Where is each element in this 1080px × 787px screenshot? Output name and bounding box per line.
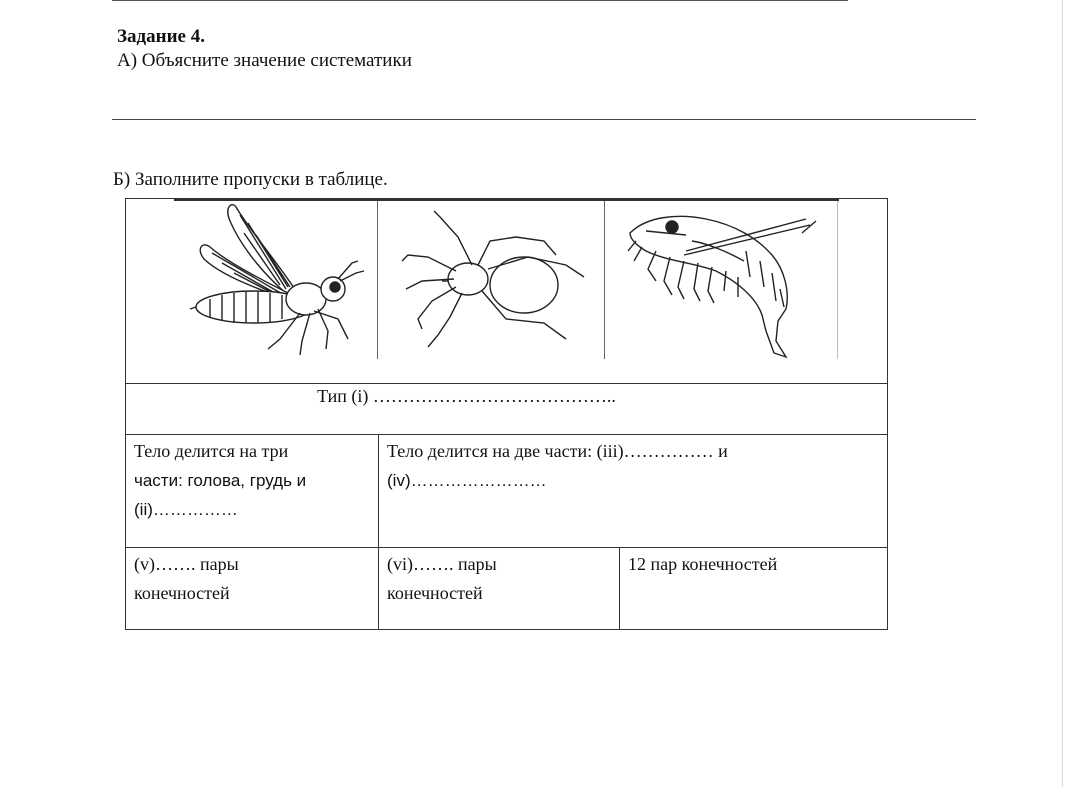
insects-body-blank: (ii)…………… [134,500,238,519]
type-row [126,384,888,435]
question-b: Б) Заполните пропуски в таблице. [113,169,388,190]
arachnids-body-line1: Тело делится на две части: (iii)…………… и [387,441,728,461]
question-a: А) Объясните значение систематики [117,50,412,71]
spider-icon [398,207,594,359]
insects-limbs-cell [126,548,379,630]
type-blank: Тип (i) ………………………………….. [317,386,616,406]
insects-body-line2: части: голова, грудь и [134,471,307,490]
arachnids-body-blank: (iv)…………………… [387,471,547,490]
task-title: Задание 4. [117,26,205,47]
fly-icon [188,203,368,359]
insects-body-line1: Тело делится на три [134,441,289,461]
insects-body-cell [126,435,379,548]
images-cell [126,199,888,384]
arachnids-limbs-blank: (vi)……. пары [387,554,497,574]
crustaceans-limbs-text: 12 пар конечностей [628,554,778,574]
insects-limbs-label: конечностей [134,583,230,603]
image-divider [377,201,378,359]
image-frame-line [174,199,839,201]
crustaceans-limbs-cell [620,548,888,630]
page-edge [1062,0,1063,787]
image-divider [837,201,838,359]
arachnids-body-cell [379,435,888,548]
insects-limbs-blank: (v)……. пары [134,554,239,574]
arachnids-limbs-cell [379,548,620,630]
arachnids-limbs-label: конечностей [387,583,483,603]
answer-line [112,119,976,120]
top-rule [112,0,848,1]
image-divider [604,201,605,359]
shrimp-icon [626,211,822,361]
classification-table [125,198,888,630]
